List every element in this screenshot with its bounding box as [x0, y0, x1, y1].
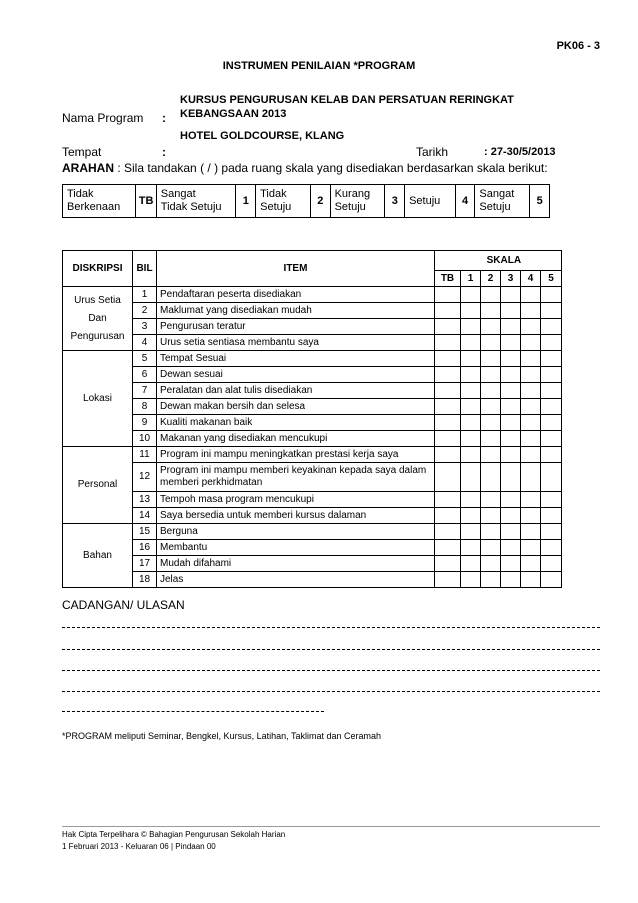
scale-legend	[62, 184, 550, 218]
scale-checkbox-cell[interactable]	[461, 463, 481, 492]
date-value: : 27-30/5/2013	[484, 146, 556, 158]
scale-checkbox-cell[interactable]	[461, 335, 481, 351]
scale-checkbox-cell[interactable]	[541, 447, 562, 463]
scale-checkbox-cell[interactable]	[501, 399, 521, 415]
scale-checkbox-cell[interactable]	[501, 431, 521, 447]
item-text: Berguna	[157, 524, 435, 540]
scale-checkbox-cell[interactable]	[461, 287, 481, 303]
scale-checkbox-cell[interactable]	[481, 447, 501, 463]
evaluation-table	[62, 250, 562, 588]
item-number: 1	[133, 287, 157, 303]
scale-checkbox-cell[interactable]	[541, 524, 562, 540]
scale-legend-label: Sangat Setuju	[475, 185, 530, 218]
scale-checkbox-cell[interactable]	[501, 319, 521, 335]
scale-checkbox-cell[interactable]	[501, 351, 521, 367]
table-row	[63, 431, 562, 447]
scale-col-header: 1	[461, 271, 481, 287]
item-number: 17	[133, 556, 157, 572]
category-cell: Bahan	[63, 524, 133, 588]
item-text: Jelas	[157, 572, 435, 588]
scale-checkbox-cell[interactable]	[435, 540, 461, 556]
scale-checkbox-cell[interactable]	[521, 367, 541, 383]
scale-col-header: 2	[481, 271, 501, 287]
table-row	[63, 492, 562, 508]
scale-checkbox-cell[interactable]	[461, 524, 481, 540]
scale-checkbox-cell[interactable]	[461, 508, 481, 524]
scale-checkbox-cell[interactable]	[481, 492, 501, 508]
scale-checkbox-cell[interactable]	[521, 572, 541, 588]
item-number: 15	[133, 524, 157, 540]
table-row	[63, 508, 562, 524]
scale-checkbox-cell[interactable]	[435, 415, 461, 431]
item-text: Program ini mampu memberi keyakinan kepada saya dalam memberi perkhidmatan	[157, 463, 435, 492]
scale-checkbox-cell[interactable]	[541, 287, 562, 303]
program-note: *PROGRAM meliputi Seminar, Bengkel, Kursus, Latihan, Taklimat dan Ceramah	[62, 731, 381, 741]
table-row	[63, 463, 562, 492]
scale-checkbox-cell[interactable]	[461, 540, 481, 556]
suggestion-line[interactable]	[62, 649, 600, 650]
scale-checkbox-cell[interactable]	[521, 524, 541, 540]
item-number: 12	[133, 463, 157, 492]
scale-checkbox-cell[interactable]	[435, 319, 461, 335]
scale-checkbox-cell[interactable]	[435, 399, 461, 415]
table-row	[63, 351, 562, 367]
scale-checkbox-cell[interactable]	[435, 556, 461, 572]
scale-legend-code: TB	[136, 185, 156, 218]
scale-checkbox-cell[interactable]	[521, 447, 541, 463]
scale-checkbox-cell[interactable]	[521, 415, 541, 431]
scale-col-header: 5	[541, 271, 562, 287]
scale-checkbox-cell[interactable]	[481, 572, 501, 588]
scale-checkbox-cell[interactable]	[501, 367, 521, 383]
scale-checkbox-cell[interactable]	[521, 287, 541, 303]
scale-checkbox-cell[interactable]	[481, 431, 501, 447]
scale-checkbox-cell[interactable]	[435, 287, 461, 303]
item-text: Mudah difahami	[157, 556, 435, 572]
scale-checkbox-cell[interactable]	[461, 431, 481, 447]
scale-col-header: TB	[435, 271, 461, 287]
table-row	[63, 540, 562, 556]
item-text: Tempat Sesuai	[157, 351, 435, 367]
item-number: 14	[133, 508, 157, 524]
scale-checkbox-cell[interactable]	[501, 463, 521, 492]
scale-legend-code: 5	[530, 185, 550, 218]
scale-legend-label: Setuju	[405, 185, 456, 218]
footer-version: 1 Februari 2013 - Keluaran 06 | Pindaan 00	[62, 842, 216, 851]
scale-checkbox-cell[interactable]	[521, 335, 541, 351]
scale-checkbox-cell[interactable]	[541, 572, 562, 588]
table-row	[63, 287, 562, 303]
page-title: INSTRUMEN PENILAIAN *PROGRAM	[222, 60, 416, 72]
scale-checkbox-cell[interactable]	[435, 524, 461, 540]
item-number: 3	[133, 319, 157, 335]
table-row	[63, 415, 562, 431]
item-text: Kualiti makanan baik	[157, 415, 435, 431]
scale-checkbox-cell[interactable]	[501, 287, 521, 303]
item-text: Saya bersedia untuk memberi kursus dalaman	[157, 508, 435, 524]
item-text: Pengurusan teratur	[157, 319, 435, 335]
scale-checkbox-cell[interactable]	[481, 367, 501, 383]
item-number: 8	[133, 399, 157, 415]
program-label: Nama Program	[62, 111, 144, 125]
scale-col-header: 3	[501, 271, 521, 287]
date-label: Tarikh	[416, 145, 449, 159]
item-text: Peralatan dan alat tulis disediakan	[157, 383, 435, 399]
col-header-item: ITEM	[157, 251, 435, 287]
scale-checkbox-cell[interactable]	[521, 463, 541, 492]
scale-checkbox-cell[interactable]	[435, 303, 461, 319]
item-number: 5	[133, 351, 157, 367]
scale-checkbox-cell[interactable]	[481, 463, 501, 492]
scale-checkbox-cell[interactable]	[481, 319, 501, 335]
table-row	[63, 556, 562, 572]
table-row	[63, 319, 562, 335]
scale-checkbox-cell[interactable]	[541, 415, 562, 431]
instruction-label: ARAHAN	[62, 161, 114, 175]
scale-checkbox-cell[interactable]	[435, 508, 461, 524]
item-number: 7	[133, 383, 157, 399]
item-number: 2	[133, 303, 157, 319]
item-text: Tempoh masa program mencukupi	[157, 492, 435, 508]
scale-checkbox-cell[interactable]	[461, 351, 481, 367]
scale-checkbox-cell[interactable]	[461, 383, 481, 399]
scale-checkbox-cell[interactable]	[501, 415, 521, 431]
scale-checkbox-cell[interactable]	[541, 303, 562, 319]
scale-checkbox-cell[interactable]	[541, 399, 562, 415]
item-text: Maklumat yang disediakan mudah	[157, 303, 435, 319]
suggestion-line[interactable]	[62, 627, 600, 628]
scale-checkbox-cell[interactable]	[481, 540, 501, 556]
scale-checkbox-cell[interactable]	[481, 508, 501, 524]
item-number: 9	[133, 415, 157, 431]
scale-checkbox-cell[interactable]	[481, 303, 501, 319]
document-code: PK06 - 3	[556, 40, 600, 52]
scale-checkbox-cell[interactable]	[541, 508, 562, 524]
scale-checkbox-cell[interactable]	[461, 303, 481, 319]
scale-checkbox-cell[interactable]	[435, 367, 461, 383]
program-value-line1: KURSUS PENGURUSAN KELAB DAN PERSATUAN RERINGKAT	[180, 94, 514, 106]
scale-checkbox-cell[interactable]	[501, 383, 521, 399]
scale-checkbox-cell[interactable]	[521, 508, 541, 524]
category-cell: Personal	[63, 447, 133, 524]
scale-checkbox-cell[interactable]	[461, 367, 481, 383]
item-number: 13	[133, 492, 157, 508]
scale-checkbox-cell[interactable]	[521, 399, 541, 415]
scale-checkbox-cell[interactable]	[435, 492, 461, 508]
suggestion-line[interactable]	[62, 691, 600, 692]
scale-checkbox-cell[interactable]	[501, 572, 521, 588]
scale-checkbox-cell[interactable]	[541, 351, 562, 367]
scale-checkbox-cell[interactable]	[461, 415, 481, 431]
col-header-diskripsi: DISKRIPSI	[63, 251, 133, 287]
program-colon: :	[162, 111, 166, 125]
suggestions-label: CADANGAN/ ULASAN	[62, 598, 185, 612]
scale-legend-code: 2	[310, 185, 330, 218]
scale-checkbox-cell[interactable]	[541, 540, 562, 556]
scale-checkbox-cell[interactable]	[521, 556, 541, 572]
scale-checkbox-cell[interactable]	[501, 508, 521, 524]
scale-checkbox-cell[interactable]	[501, 540, 521, 556]
suggestion-line[interactable]	[62, 670, 600, 671]
scale-checkbox-cell[interactable]	[521, 303, 541, 319]
scale-checkbox-cell[interactable]	[541, 492, 562, 508]
scale-checkbox-cell[interactable]	[501, 556, 521, 572]
footer-divider	[62, 826, 600, 827]
scale-checkbox-cell[interactable]	[521, 383, 541, 399]
scale-checkbox-cell[interactable]	[481, 351, 501, 367]
scale-checkbox-cell[interactable]	[521, 431, 541, 447]
scale-checkbox-cell[interactable]	[461, 572, 481, 588]
item-text: Program ini mampu meningkatkan prestasi kerja saya	[157, 447, 435, 463]
scale-checkbox-cell[interactable]	[435, 463, 461, 492]
scale-checkbox-cell[interactable]	[481, 335, 501, 351]
scale-checkbox-cell[interactable]	[461, 399, 481, 415]
scale-checkbox-cell[interactable]	[521, 351, 541, 367]
venue-value: HOTEL GOLDCOURSE, KLANG	[180, 130, 345, 142]
scale-checkbox-cell[interactable]	[481, 287, 501, 303]
scale-checkbox-cell[interactable]	[461, 447, 481, 463]
scale-checkbox-cell[interactable]	[481, 399, 501, 415]
table-row	[63, 572, 562, 588]
scale-checkbox-cell[interactable]	[481, 415, 501, 431]
item-text: Urus setia sentiasa membantu saya	[157, 335, 435, 351]
category-cell: Urus Setia Dan Pengurusan	[63, 287, 133, 351]
item-number: 10	[133, 431, 157, 447]
item-text: Pendaftaran peserta disediakan	[157, 287, 435, 303]
table-row	[63, 524, 562, 540]
suggestion-line[interactable]	[62, 711, 324, 712]
instruction-text: : Sila tandakan ( / ) pada ruang skala yang disediakan berdasarkan skala berikut:	[117, 161, 548, 175]
scale-checkbox-cell[interactable]	[521, 492, 541, 508]
table-row	[63, 383, 562, 399]
scale-legend-code: 4	[455, 185, 475, 218]
item-number: 16	[133, 540, 157, 556]
scale-checkbox-cell[interactable]	[541, 367, 562, 383]
scale-legend-code: 1	[236, 185, 256, 218]
scale-checkbox-cell[interactable]	[461, 556, 481, 572]
scale-checkbox-cell[interactable]	[501, 335, 521, 351]
scale-legend-label: Tidak Berkenaan	[63, 185, 136, 218]
instruction	[62, 161, 548, 175]
item-text: Makanan yang disediakan mencukupi	[157, 431, 435, 447]
scale-checkbox-cell[interactable]	[541, 463, 562, 492]
category-cell: Lokasi	[63, 351, 133, 447]
scale-checkbox-cell[interactable]	[461, 319, 481, 335]
scale-checkbox-cell[interactable]	[435, 431, 461, 447]
item-number: 18	[133, 572, 157, 588]
scale-checkbox-cell[interactable]	[501, 492, 521, 508]
scale-checkbox-cell[interactable]	[435, 572, 461, 588]
scale-checkbox-cell[interactable]	[541, 431, 562, 447]
scale-checkbox-cell[interactable]	[435, 447, 461, 463]
venue-label: Tempat	[62, 145, 102, 159]
scale-checkbox-cell[interactable]	[501, 524, 521, 540]
scale-checkbox-cell[interactable]	[501, 303, 521, 319]
scale-col-header: 4	[521, 271, 541, 287]
scale-checkbox-cell[interactable]	[435, 351, 461, 367]
scale-checkbox-cell[interactable]	[541, 319, 562, 335]
scale-legend-label: Tidak Setuju	[256, 185, 311, 218]
table-row	[63, 335, 562, 351]
table-row	[63, 399, 562, 415]
item-text: Dewan makan bersih dan selesa	[157, 399, 435, 415]
scale-legend-code: 3	[385, 185, 405, 218]
table-row	[63, 367, 562, 383]
table-row	[63, 447, 562, 463]
footer-copyright: Hak Cipta Terpelihara © Bahagian Pengurusan Sekolah Harian	[62, 830, 286, 839]
scale-checkbox-cell[interactable]	[541, 335, 562, 351]
scale-checkbox-cell[interactable]	[461, 492, 481, 508]
scale-checkbox-cell[interactable]	[541, 383, 562, 399]
scale-legend-label: Sangat Tidak Setuju	[156, 185, 236, 218]
scale-checkbox-cell[interactable]	[481, 556, 501, 572]
col-header-bil: BIL	[133, 251, 157, 287]
scale-checkbox-cell[interactable]	[481, 524, 501, 540]
item-number: 11	[133, 447, 157, 463]
item-number: 6	[133, 367, 157, 383]
scale-legend-label: Kurang Setuju	[330, 185, 385, 218]
scale-checkbox-cell[interactable]	[521, 319, 541, 335]
table-row	[63, 303, 562, 319]
venue-colon: :	[162, 145, 166, 159]
scale-checkbox-cell[interactable]	[501, 447, 521, 463]
scale-checkbox-cell[interactable]	[541, 556, 562, 572]
program-value-line2: KEBANGSAAN 2013	[180, 108, 287, 120]
scale-checkbox-cell[interactable]	[435, 335, 461, 351]
col-header-skala: SKALA	[435, 251, 562, 271]
item-text: Dewan sesuai	[157, 367, 435, 383]
scale-checkbox-cell[interactable]	[481, 383, 501, 399]
scale-checkbox-cell[interactable]	[435, 383, 461, 399]
item-number: 4	[133, 335, 157, 351]
scale-checkbox-cell[interactable]	[521, 540, 541, 556]
item-text: Membantu	[157, 540, 435, 556]
